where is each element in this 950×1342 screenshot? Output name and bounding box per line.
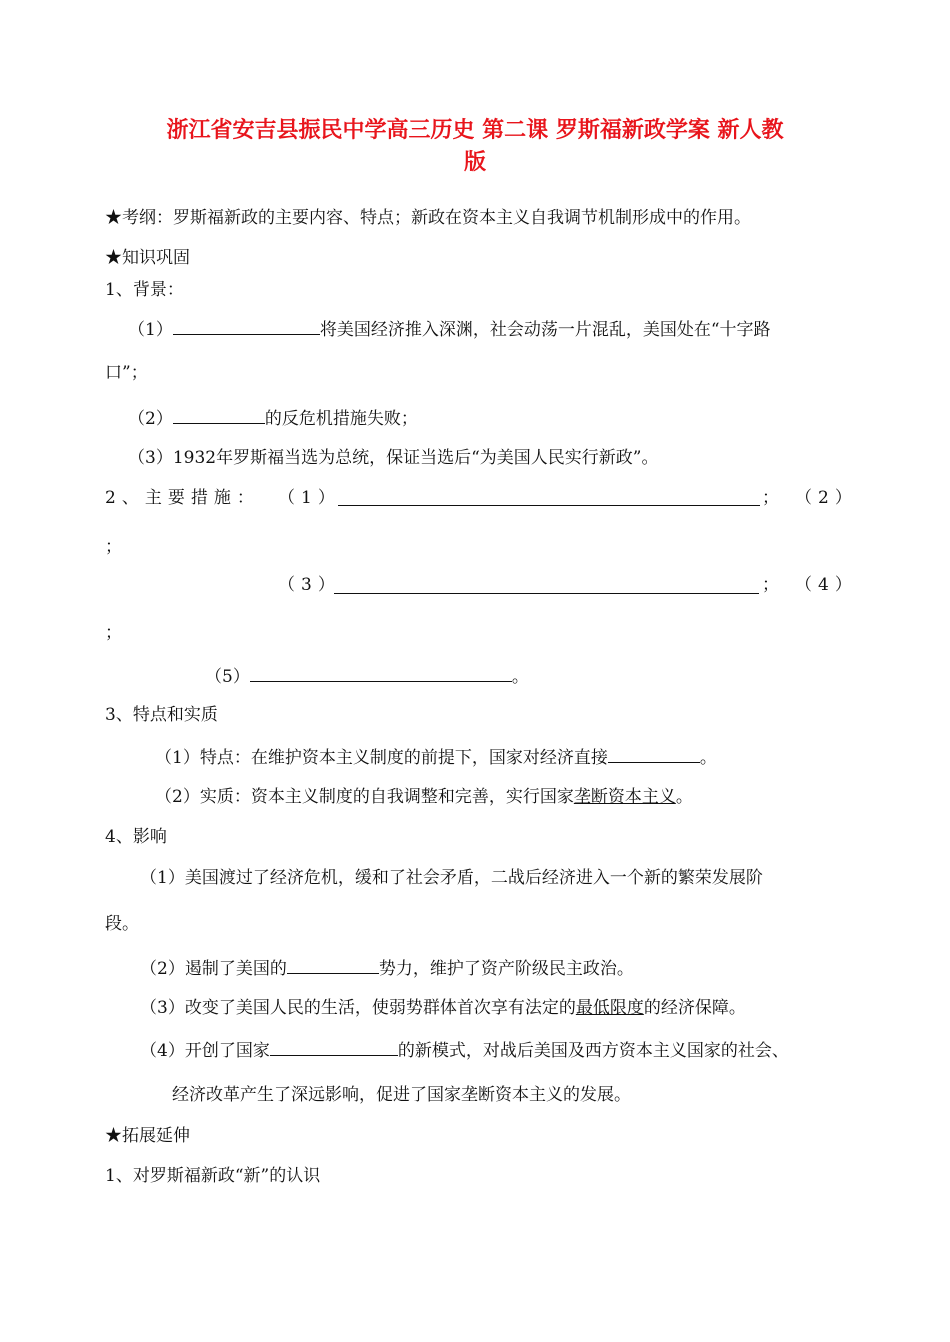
fill-blank[interactable] (250, 663, 512, 682)
fill-blank[interactable] (173, 316, 320, 335)
impact-item-2 (140, 955, 634, 981)
item-end: 。 (699, 748, 717, 768)
background-item-3: （3）1932年罗斯福当选为总统，保证当选后“为美国人民实行新政”。 (128, 448, 659, 468)
essence-item (155, 785, 693, 809)
item-number: （5） (205, 667, 250, 687)
item-text: （3）改变了美国人民的生活，使弱势群体首次享有法定的 (140, 998, 576, 1018)
impact-item-3 (140, 996, 746, 1020)
item-text: 的经济保障。 (643, 998, 746, 1018)
item-text: （1）特点：在维护资本主义制度的前提下，国家对经济直接 (155, 748, 608, 768)
background-item-1 (128, 316, 771, 342)
measure-5 (205, 663, 529, 689)
separator: ； (762, 575, 779, 595)
background-item-2 (128, 405, 418, 431)
extension-item-1: 1、对罗斯福新政“新”的认识 (105, 1166, 321, 1186)
title-line-1: 浙江省安吉县振民中学高三历史 第二课 罗斯福新政学案 新人教 (166, 118, 784, 143)
section-3-heading: 3、特点和实质 (105, 705, 218, 725)
impact-item-1: （1）美国渡过了经济危机，缓和了社会矛盾，二战后经济进入一个新的繁荣发展阶 (140, 868, 763, 888)
item-number: （1） (128, 320, 173, 340)
separator: ； (762, 488, 779, 508)
item-text: （2）遏制了美国的 (140, 959, 287, 979)
title-line-2: 版 (463, 150, 486, 175)
item-number: （2） (128, 409, 173, 429)
impact-item-4-cont: 经济改革产生了深远影响，促进了国家垄断资本主义的发展。 (172, 1085, 631, 1105)
section-4-heading: 4、影响 (105, 827, 167, 847)
fill-blank[interactable] (173, 405, 265, 424)
section-2-heading: 2、主要措施： (105, 488, 260, 508)
document-title (105, 115, 845, 179)
item-text: 势力，维护了资产阶级民主政治。 (378, 959, 634, 979)
item-text: 将美国经济推入深渊，社会动荡一片混乱，美国处在“十字路 (319, 320, 771, 340)
measure-4-number: （4） (795, 575, 858, 595)
underlined-term: 垄断资本主义 (573, 787, 676, 807)
fill-blank[interactable] (608, 744, 700, 763)
fill-blank-measure-3[interactable] (334, 575, 759, 594)
feature-item (155, 744, 717, 770)
fill-blank[interactable] (270, 1037, 398, 1056)
measure-3-number: （3） (278, 575, 341, 595)
measure-1-number: （1） (278, 488, 341, 508)
separator: ； (105, 623, 122, 643)
separator: ； (105, 537, 122, 557)
exam-outline: ★考纲：罗斯福新政的主要内容、特点；新政在资本主义自我调节机制形成中的作用。 (105, 208, 751, 228)
item-text: 的新模式，对战后美国及西方资本主义国家的社会、 (397, 1041, 789, 1061)
item-end: 。 (675, 787, 693, 807)
item-text: （4）开创了国家 (140, 1041, 270, 1061)
impact-item-1-cont: 段。 (105, 914, 139, 934)
section-1-heading: 1、背景： (105, 280, 184, 300)
item-end: 。 (511, 667, 529, 687)
item-text: 的反危机措施失败； (264, 409, 418, 429)
impact-item-4 (140, 1037, 789, 1063)
background-item-1-cont: 口”； (105, 363, 148, 383)
fill-blank-measure-1[interactable] (338, 487, 760, 506)
section-knowledge-heading: ★知识巩固 (105, 248, 190, 268)
fill-blank[interactable] (287, 955, 379, 974)
underlined-term: 最低限度 (575, 998, 644, 1018)
item-text: （2）实质：资本主义制度的自我调整和完善，实行国家 (155, 787, 574, 807)
measure-2-number: （2） (795, 488, 858, 508)
section-extension-heading: ★拓展延伸 (105, 1126, 190, 1146)
